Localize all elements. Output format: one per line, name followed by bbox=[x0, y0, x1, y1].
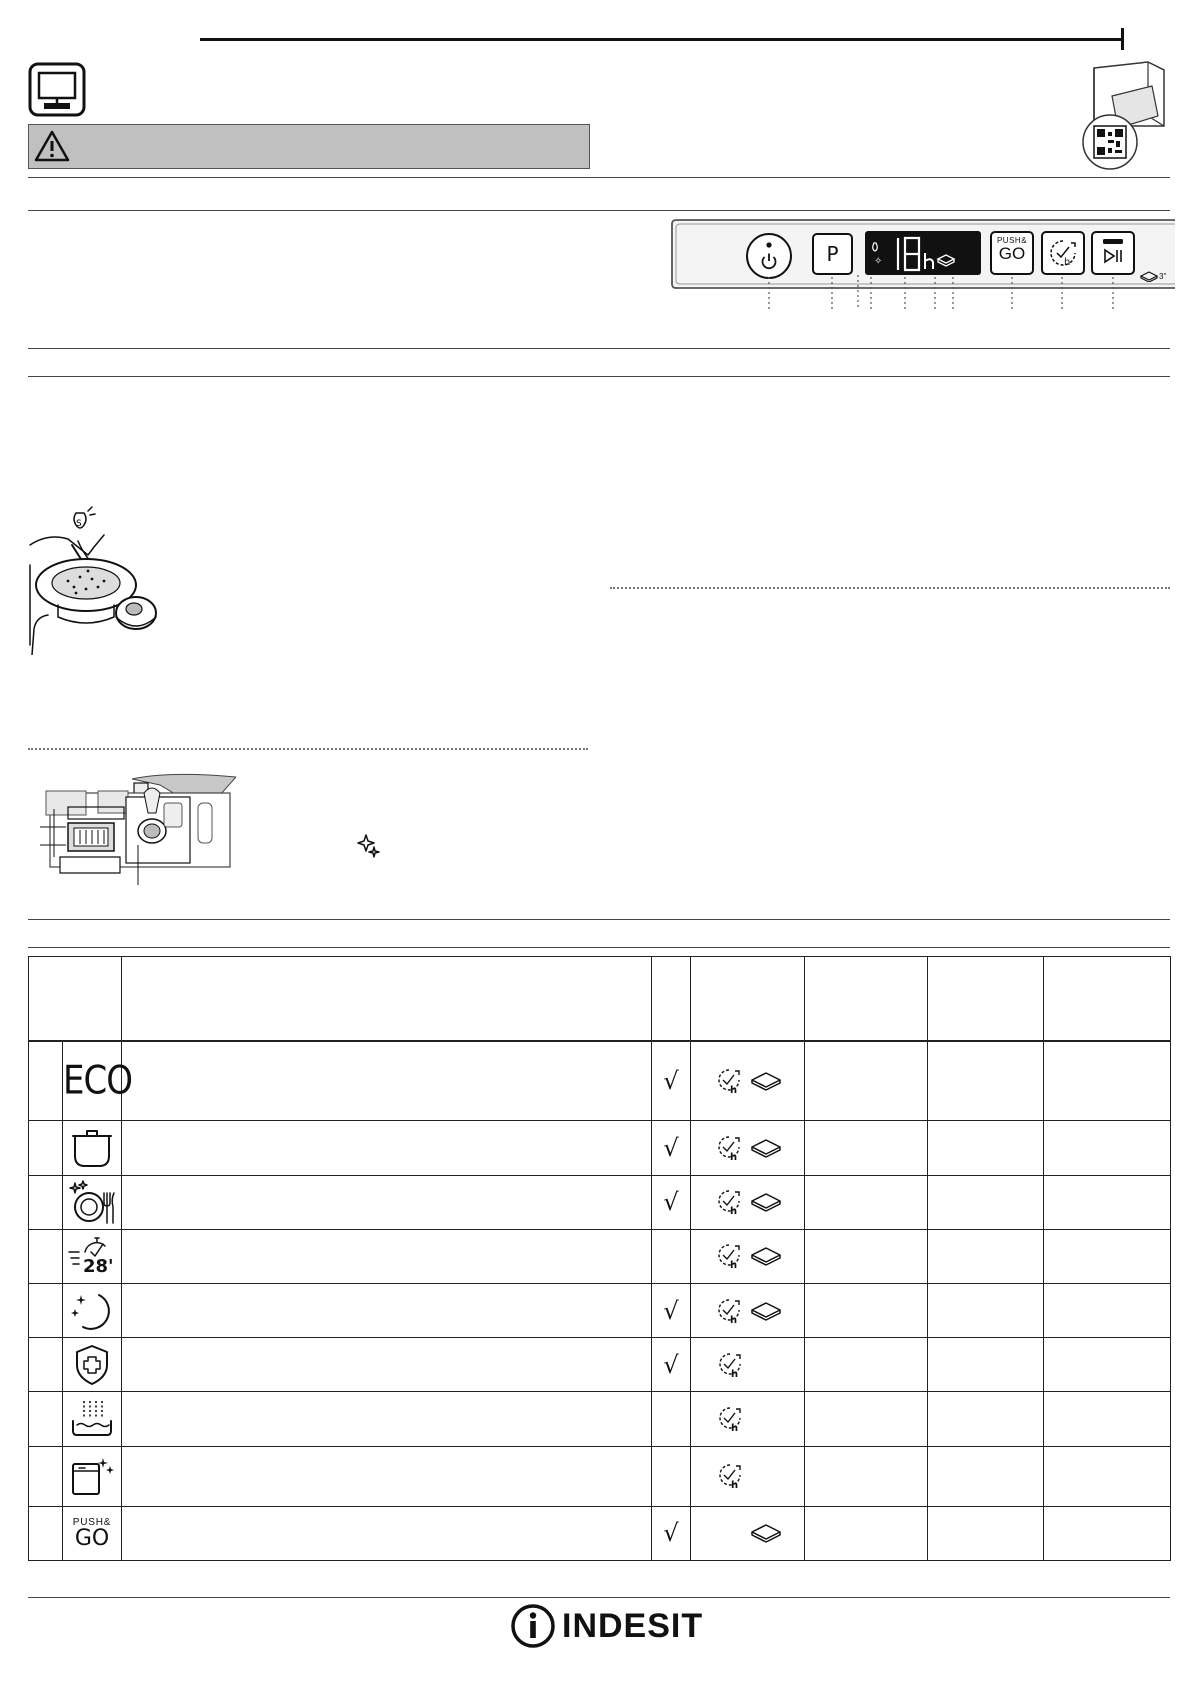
pot-icon bbox=[63, 1121, 122, 1175]
table-row bbox=[29, 1229, 1171, 1283]
delay-clock-icon bbox=[714, 1187, 744, 1217]
table-row: √ h bbox=[29, 1338, 1171, 1392]
programs-table bbox=[28, 956, 1170, 1561]
night-moon-icon bbox=[63, 1283, 122, 1337]
delay-clock-icon bbox=[714, 1296, 744, 1326]
header-cell-description bbox=[122, 957, 652, 1041]
tablet-icon bbox=[750, 1191, 782, 1213]
svg-text:h: h bbox=[729, 1084, 737, 1096]
header-cell-duration bbox=[805, 957, 928, 1041]
options-cell bbox=[691, 1041, 805, 1121]
push-go-button-sub: GO bbox=[998, 244, 1026, 263]
table-row: √ h bbox=[29, 1283, 1171, 1337]
delay-clock-icon bbox=[715, 1461, 745, 1491]
header-cell-program bbox=[29, 957, 122, 1041]
delay-clock-icon bbox=[714, 1133, 744, 1163]
salt-indicator-icon bbox=[873, 243, 878, 251]
delay-clock-icon bbox=[714, 1066, 744, 1096]
display-screen bbox=[865, 231, 981, 275]
play-pause-icon bbox=[1093, 233, 1133, 273]
svg-text:S: S bbox=[76, 519, 82, 529]
salt-refill-illustration bbox=[28, 505, 158, 655]
self-clean-icon bbox=[63, 1446, 122, 1506]
dotted-divider-left bbox=[28, 748, 588, 750]
header-cell-check bbox=[652, 957, 691, 1041]
footer-rule bbox=[28, 1597, 1170, 1598]
svg-text:h: h bbox=[731, 1422, 739, 1434]
delay-clock-icon bbox=[715, 1404, 745, 1434]
svg-text:h: h bbox=[729, 1260, 737, 1272]
tablet-icon bbox=[750, 1300, 782, 1322]
table-header-row bbox=[29, 957, 1171, 1041]
table-row bbox=[29, 1392, 1171, 1446]
brand-logo bbox=[510, 1603, 703, 1649]
svg-text:h: h bbox=[731, 1368, 739, 1380]
rinse-aid-sparkle-icon bbox=[356, 833, 382, 859]
header-cell-energy bbox=[1044, 957, 1171, 1041]
push-go-button-top: PUSH& bbox=[996, 236, 1028, 245]
section-rule-2 bbox=[28, 210, 1170, 211]
svg-text:h: h bbox=[729, 1151, 737, 1163]
callout-lines bbox=[760, 275, 1120, 311]
delay-clock-icon bbox=[715, 1350, 745, 1380]
table-row: √ h bbox=[29, 1175, 1171, 1229]
delay-clock-icon bbox=[714, 1241, 744, 1271]
tablet-icon bbox=[750, 1137, 782, 1159]
program-button-label: P bbox=[826, 242, 839, 266]
brand-name: INDESIT bbox=[562, 1606, 704, 1645]
top-rule-end-tick bbox=[1121, 28, 1124, 50]
table-row bbox=[29, 1446, 1171, 1506]
svg-text:h: h bbox=[729, 1206, 737, 1218]
eco-icon: ECO bbox=[63, 1041, 122, 1121]
table-row: √ h bbox=[29, 1121, 1171, 1175]
section-rule-5 bbox=[28, 919, 1170, 920]
section-rule-1 bbox=[28, 177, 1170, 178]
svg-text:h: h bbox=[731, 1480, 739, 1492]
monitor-icon bbox=[28, 62, 86, 117]
header-cell-water bbox=[928, 957, 1044, 1041]
row-number-cell bbox=[29, 1041, 63, 1121]
delay-clock-icon bbox=[1043, 233, 1083, 273]
prewash-icon bbox=[63, 1392, 122, 1446]
program-button[interactable] bbox=[812, 233, 853, 275]
tablet-indicator-icon bbox=[938, 255, 954, 266]
brand-logo-icon bbox=[510, 1603, 556, 1649]
dotted-divider-right bbox=[610, 587, 1170, 589]
power-button[interactable] bbox=[745, 232, 793, 280]
dishes-sparkle-icon bbox=[63, 1175, 122, 1229]
delay-button[interactable] bbox=[1041, 231, 1085, 275]
svg-text:h: h bbox=[729, 1314, 737, 1326]
section-rule-3 bbox=[28, 348, 1170, 349]
hygiene-shield-icon bbox=[63, 1338, 122, 1392]
start-pause-button[interactable] bbox=[1091, 231, 1135, 275]
dishwasher-qr-icon bbox=[1072, 56, 1168, 172]
push-go-icon: PUSH& GO bbox=[63, 1506, 122, 1560]
top-rule bbox=[200, 38, 1122, 41]
rinse-aid-illustration bbox=[40, 773, 236, 903]
svg-text:✧: ✧ bbox=[874, 256, 883, 267]
svg-text:h: h bbox=[1064, 257, 1071, 268]
warning-triangle-icon bbox=[33, 129, 71, 163]
check-cell: √ bbox=[652, 1041, 691, 1121]
push-go-button[interactable] bbox=[990, 231, 1034, 275]
description-cell bbox=[122, 1041, 652, 1121]
tablet-icon bbox=[750, 1245, 782, 1267]
tablet-icon bbox=[750, 1522, 782, 1544]
table-row bbox=[29, 1041, 1171, 1121]
header-cell-options bbox=[691, 957, 805, 1041]
table-row: PUSH& GO √ bbox=[29, 1506, 1171, 1560]
section-rule-4 bbox=[28, 376, 1170, 377]
warning-banner bbox=[28, 124, 590, 169]
section-rule-6 bbox=[28, 947, 1170, 948]
quick-28-icon: 28' bbox=[63, 1229, 122, 1283]
tablet-hold-label: 3" bbox=[1140, 270, 1166, 282]
tablet-icon bbox=[750, 1070, 782, 1092]
